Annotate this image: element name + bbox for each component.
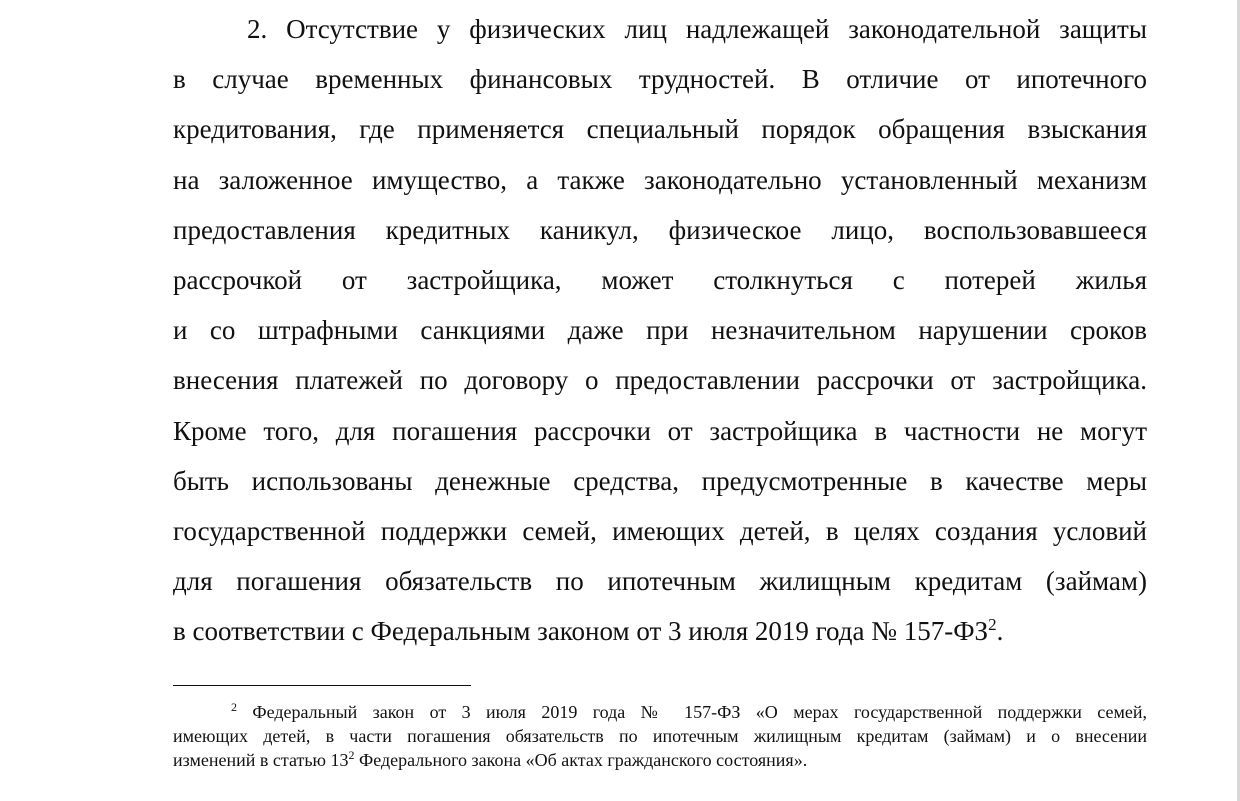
footnote-separator <box>173 685 471 686</box>
paragraph-line: предоставления кредитных каникул, физическое лицо, воспользовавшееся <box>173 214 1147 245</box>
footnote-line <box>173 700 1147 724</box>
footnote-text: Федерального закона «Об актах гражданского состояния». <box>354 750 808 770</box>
paragraph-line: кредитования, где применяется специальный порядок обращения взыскания <box>173 114 1147 145</box>
footnote-superscript: 2 <box>348 748 355 762</box>
footnote-marker: 2 <box>231 700 237 714</box>
paragraph-line: рассрочкой от застройщика, может столкнуться с потерей жилья <box>173 265 1147 296</box>
footnote-line <box>173 748 1147 772</box>
paragraph-line: Кроме того, для погашения рассрочки от застройщика в частности не могут <box>173 415 1147 446</box>
paragraph-last-line <box>173 606 1147 656</box>
paragraph-line: на заложенное имущество, а также законодательно установленный механизм <box>173 164 1147 195</box>
paragraph-last-line-text: в соответствии с Федеральным законом от 3 июля 2019 года № 157-ФЗ <box>173 616 989 647</box>
footnote-text: Федеральный закон от 3 июля 2019 года № 157-ФЗ «О мерах государственной поддержки семей, <box>252 702 1147 722</box>
footnote-reference[interactable]: 2 <box>988 615 997 635</box>
footnote-line: имеющих детей, в части погашения обязательств по ипотечным жилищным кредитам (займам) и о внесении <box>173 726 1147 746</box>
paragraph-line: быть использованы денежные средства, предусмотренные в качестве меры <box>173 465 1147 496</box>
paragraph-line: для погашения обязательств по ипотечным жилищным кредитам (займам) <box>173 566 1147 597</box>
paragraph-line: внесения платежей по договору о предоставлении рассрочки от застройщика. <box>173 365 1147 396</box>
footnote-text: изменений в статью 13 <box>173 750 349 770</box>
paragraph-line: и со штрафными санкциями даже при незначительном нарушении сроков <box>173 315 1147 346</box>
paragraph-line: государственной поддержки семей, имеющих детей, в целях создания условий <box>173 516 1147 547</box>
paragraph-line: 2. Отсутствие у физических лиц надлежащей законодательной защиты <box>247 14 1147 44</box>
paragraph-end-punctuation: . <box>996 616 1004 647</box>
paragraph-line: в случае временных финансовых трудностей. В отличие от ипотечного <box>173 64 1147 95</box>
body-paragraph <box>173 4 1147 657</box>
footnote <box>173 700 1147 772</box>
